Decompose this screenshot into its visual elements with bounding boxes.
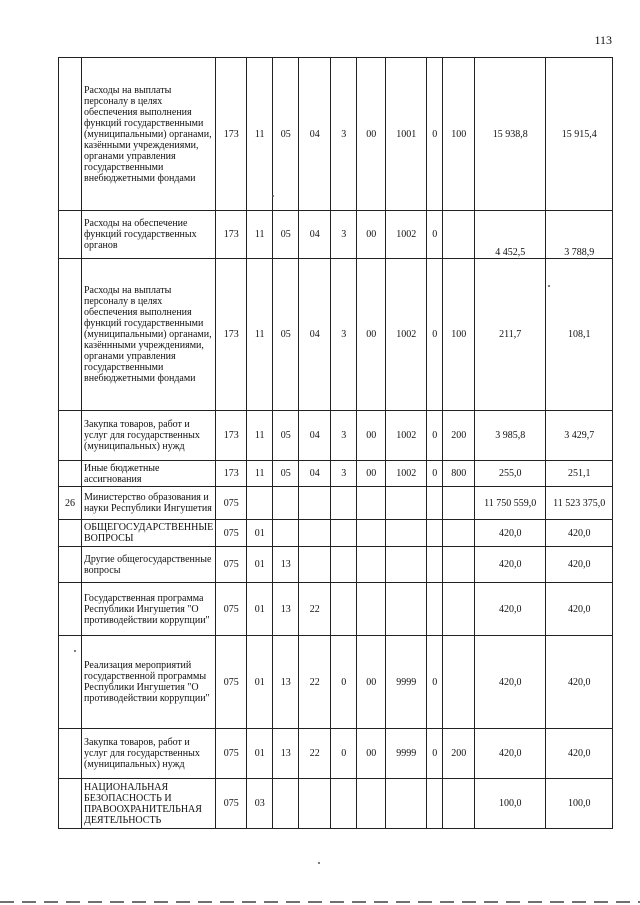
main-event-code-cell: 00 <box>357 411 386 461</box>
actual-amount-cell: 3 788,9 <box>546 211 613 259</box>
actual-amount-cell: 100,0 <box>546 779 613 829</box>
planned-amount-cell: 255,0 <box>475 461 546 487</box>
actual-amount-cell: 420,0 <box>546 547 613 583</box>
additional-code-cell <box>427 547 443 583</box>
scan-artifact-line <box>0 901 640 903</box>
section-code-cell: 01 <box>247 636 273 729</box>
table-row <box>59 461 613 487</box>
additional-code-cell <box>427 487 443 520</box>
program-code-cell: 22 <box>299 636 331 729</box>
item-name-cell: Расходы на обеспечение функций государственных органов <box>82 211 216 259</box>
subprogram-code-cell <box>331 583 357 636</box>
actual-amount-cell: 11 523 375,0 <box>546 487 613 520</box>
ministry-code-cell: 075 <box>216 779 247 829</box>
ministry-code-cell: 075 <box>216 487 247 520</box>
section-code-cell: 11 <box>247 411 273 461</box>
direction-code-cell: 9999 <box>386 636 427 729</box>
row-number-cell <box>59 259 82 411</box>
planned-amount-cell: 420,0 <box>475 547 546 583</box>
subprogram-code-cell: 3 <box>331 411 357 461</box>
subsection-code-cell: 13 <box>273 583 299 636</box>
program-code-cell <box>299 779 331 829</box>
row-number-cell <box>59 583 82 636</box>
table-row <box>59 259 613 411</box>
subsection-code-cell: 05 <box>273 461 299 487</box>
ministry-code-cell: 075 <box>216 583 247 636</box>
subprogram-code-cell <box>331 520 357 547</box>
subsection-code-cell <box>273 487 299 520</box>
additional-code-cell: 0 <box>427 211 443 259</box>
section-code-cell: 01 <box>247 547 273 583</box>
expense-type-cell <box>443 211 475 259</box>
ministry-code-cell: 173 <box>216 259 247 411</box>
item-name-cell: Расходы на выплаты персоналу в целях обеспечения выполнения функций государственными (муниципальными) органами, казённными учреждениями, органами управления государственными внебюджетными фондами <box>82 259 216 411</box>
section-code-cell: 01 <box>247 583 273 636</box>
section-code-cell: 11 <box>247 259 273 411</box>
planned-amount-cell: 100,0 <box>475 779 546 829</box>
row-number-cell <box>59 520 82 547</box>
additional-code-cell: 0 <box>427 636 443 729</box>
ministry-code-cell: 173 <box>216 211 247 259</box>
main-event-code-cell <box>357 547 386 583</box>
expense-type-cell: 200 <box>443 411 475 461</box>
main-event-code-cell <box>357 487 386 520</box>
item-name-cell: Иные бюджетные ассигнования <box>82 461 216 487</box>
row-number-cell <box>59 411 82 461</box>
direction-code-cell: 9999 <box>386 729 427 779</box>
additional-code-cell: 0 <box>427 58 443 211</box>
program-code-cell: 04 <box>299 411 331 461</box>
program-code-cell: 04 <box>299 58 331 211</box>
planned-amount-cell: 15 938,8 <box>475 58 546 211</box>
ministry-code-cell: 075 <box>216 547 247 583</box>
table-row <box>59 211 613 259</box>
subprogram-code-cell <box>331 779 357 829</box>
ministry-code-cell: 173 <box>216 411 247 461</box>
subsection-code-cell: 05 <box>273 259 299 411</box>
section-code-cell: 01 <box>247 520 273 547</box>
subprogram-code-cell <box>331 547 357 583</box>
planned-amount-cell: 11 750 559,0 <box>475 487 546 520</box>
direction-code-cell <box>386 520 427 547</box>
subsection-code-cell: 05 <box>273 211 299 259</box>
row-number-cell <box>59 461 82 487</box>
row-number-cell <box>59 729 82 779</box>
section-code-cell: 01 <box>247 729 273 779</box>
section-code-cell: 03 <box>247 779 273 829</box>
subprogram-code-cell: 3 <box>331 211 357 259</box>
actual-amount-cell: 251,1 <box>546 461 613 487</box>
ministry-code-cell: 075 <box>216 636 247 729</box>
table-row <box>59 729 613 779</box>
row-number-cell: 26 <box>59 487 82 520</box>
subsection-code-cell <box>273 779 299 829</box>
section-code-cell: 11 <box>247 58 273 211</box>
ministry-code-cell: 075 <box>216 520 247 547</box>
subprogram-code-cell: 0 <box>331 729 357 779</box>
additional-code-cell: 0 <box>427 259 443 411</box>
direction-code-cell: 1002 <box>386 461 427 487</box>
expense-type-cell: 100 <box>443 58 475 211</box>
direction-code-cell: 1002 <box>386 211 427 259</box>
page-number: 113 <box>594 33 612 47</box>
planned-amount-cell: 211,7 <box>475 259 546 411</box>
expense-type-cell <box>443 583 475 636</box>
table-row <box>59 520 613 547</box>
direction-code-cell: 1001 <box>386 58 427 211</box>
program-code-cell: 04 <box>299 259 331 411</box>
table-row <box>59 636 613 729</box>
direction-code-cell <box>386 779 427 829</box>
expense-type-cell <box>443 779 475 829</box>
item-name-cell: Расходы на выплаты персоналу в целях обеспечения выполнения функций государственными (муниципальными) органами, казёнными учреждениями, органами управления государственными внебюджетными фондами <box>82 58 216 211</box>
program-code-cell: 22 <box>299 729 331 779</box>
budget-table-body <box>59 58 613 829</box>
additional-code-cell: 0 <box>427 461 443 487</box>
item-name-cell: ОБЩЕГОСУДАРСТВЕННЫЕ ВОПРОСЫ <box>82 520 216 547</box>
expense-type-cell <box>443 520 475 547</box>
expense-type-cell <box>443 547 475 583</box>
item-name-cell: Реализация мероприятий государственной программы Республики Ингушетия "О противодействии коррупции" <box>82 636 216 729</box>
direction-code-cell <box>386 487 427 520</box>
subprogram-code-cell: 3 <box>331 461 357 487</box>
expense-type-cell: 200 <box>443 729 475 779</box>
table-row <box>59 779 613 829</box>
table-row <box>59 58 613 211</box>
ministry-code-cell: 075 <box>216 729 247 779</box>
program-code-cell: 22 <box>299 583 331 636</box>
item-name-cell: Закупка товаров, работ и услуг для государственных (муниципальных) нужд <box>82 411 216 461</box>
subsection-code-cell: 13 <box>273 547 299 583</box>
section-code-cell: 11 <box>247 461 273 487</box>
additional-code-cell: 0 <box>427 411 443 461</box>
additional-code-cell <box>427 520 443 547</box>
item-name-cell: Закупка товаров, работ и услуг для государственных (муниципальных) нужд <box>82 729 216 779</box>
direction-code-cell <box>386 547 427 583</box>
item-name-cell: Министерство образования и науки Республики Ингушетия <box>82 487 216 520</box>
subprogram-code-cell <box>331 487 357 520</box>
row-number-cell <box>59 636 82 729</box>
additional-code-cell <box>427 779 443 829</box>
table-row <box>59 547 613 583</box>
program-code-cell <box>299 487 331 520</box>
program-code-cell <box>299 520 331 547</box>
subprogram-code-cell: 3 <box>331 259 357 411</box>
row-number-cell <box>59 779 82 829</box>
expense-type-cell: 100 <box>443 259 475 411</box>
main-event-code-cell: 00 <box>357 461 386 487</box>
planned-amount-cell: 420,0 <box>475 729 546 779</box>
planned-amount-cell: 420,0 <box>475 520 546 547</box>
subprogram-code-cell: 0 <box>331 636 357 729</box>
main-event-code-cell: 00 <box>357 211 386 259</box>
program-code-cell: 04 <box>299 461 331 487</box>
additional-code-cell <box>427 583 443 636</box>
main-event-code-cell: 00 <box>357 729 386 779</box>
actual-amount-cell: 420,0 <box>546 636 613 729</box>
subsection-code-cell: 13 <box>273 636 299 729</box>
expense-type-cell: 800 <box>443 461 475 487</box>
actual-amount-cell: 420,0 <box>546 520 613 547</box>
table-row <box>59 583 613 636</box>
section-code-cell <box>247 487 273 520</box>
direction-code-cell: 1002 <box>386 259 427 411</box>
direction-code-cell <box>386 583 427 636</box>
row-number-cell <box>59 547 82 583</box>
program-code-cell: 04 <box>299 211 331 259</box>
table-row <box>59 411 613 461</box>
main-event-code-cell <box>357 520 386 547</box>
item-name-cell: Государственная программа Республики Ингушетия "О противодействии коррупции" <box>82 583 216 636</box>
additional-code-cell: 0 <box>427 729 443 779</box>
subsection-code-cell: 05 <box>273 411 299 461</box>
subsection-code-cell: 13 <box>273 729 299 779</box>
budget-table <box>58 57 613 829</box>
actual-amount-cell: 108,1 <box>546 259 613 411</box>
actual-amount-cell: 420,0 <box>546 583 613 636</box>
main-event-code-cell <box>357 583 386 636</box>
main-event-code-cell: 00 <box>357 58 386 211</box>
ministry-code-cell: 173 <box>216 58 247 211</box>
row-number-cell <box>59 58 82 211</box>
subsection-code-cell: 05 <box>273 58 299 211</box>
subsection-code-cell <box>273 520 299 547</box>
table-row <box>59 487 613 520</box>
actual-amount-cell: 420,0 <box>546 729 613 779</box>
ministry-code-cell: 173 <box>216 461 247 487</box>
planned-amount-cell: 420,0 <box>475 636 546 729</box>
planned-amount-cell: 3 985,8 <box>475 411 546 461</box>
actual-amount-cell: 3 429,7 <box>546 411 613 461</box>
row-number-cell <box>59 211 82 259</box>
program-code-cell <box>299 547 331 583</box>
main-event-code-cell <box>357 779 386 829</box>
expense-type-cell <box>443 636 475 729</box>
subprogram-code-cell: 3 <box>331 58 357 211</box>
actual-amount-cell: 15 915,4 <box>546 58 613 211</box>
direction-code-cell: 1002 <box>386 411 427 461</box>
planned-amount-cell: 4 452,5 <box>475 211 546 259</box>
section-code-cell: 11 <box>247 211 273 259</box>
main-event-code-cell: 00 <box>357 636 386 729</box>
planned-amount-cell: 420,0 <box>475 583 546 636</box>
item-name-cell: Другие общегосударственные вопросы <box>82 547 216 583</box>
expense-type-cell <box>443 487 475 520</box>
main-event-code-cell: 00 <box>357 259 386 411</box>
item-name-cell: НАЦИОНАЛЬНАЯ БЕЗОПАСНОСТЬ И ПРАВООХРАНИТЕЛЬНАЯ ДЕЯТЕЛЬНОСТЬ <box>82 779 216 829</box>
